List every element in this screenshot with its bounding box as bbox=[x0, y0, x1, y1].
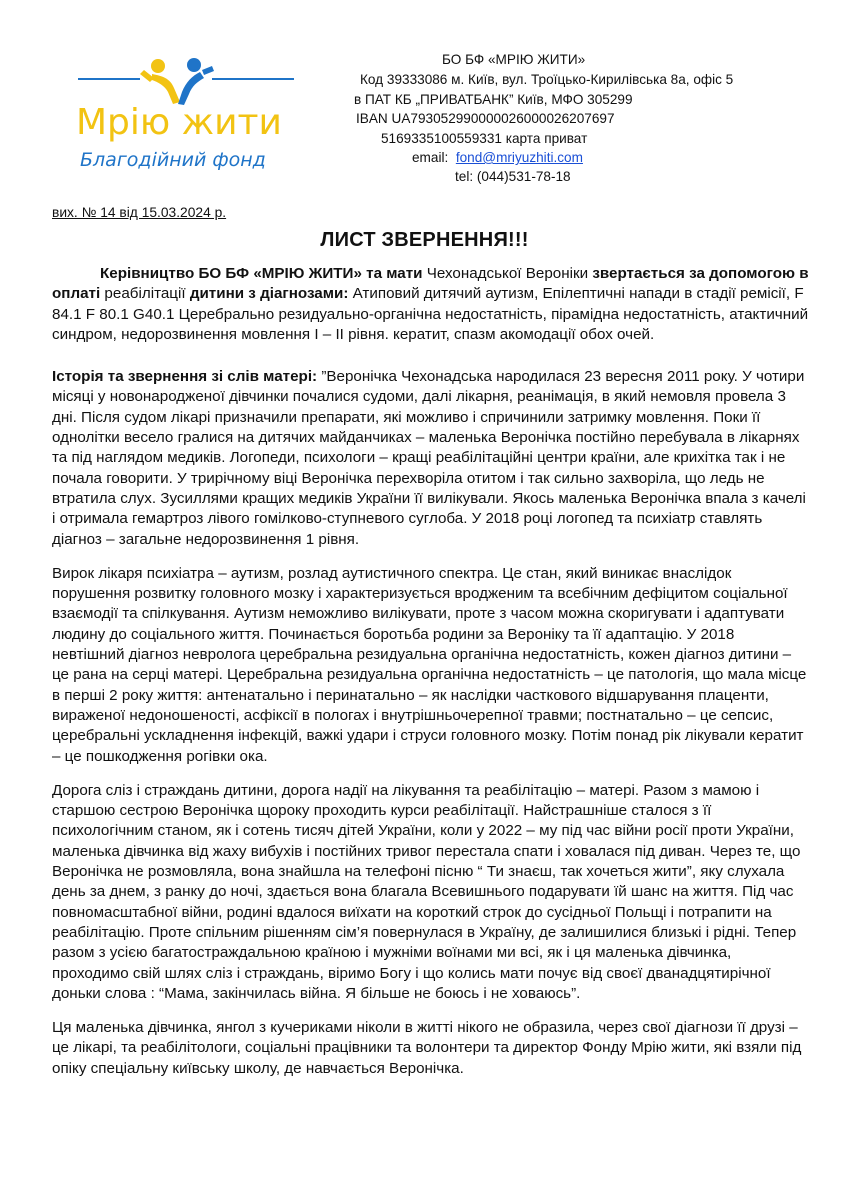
org-phone: tel: (044)531-78-18 bbox=[455, 169, 571, 184]
paragraph-history: Історія та звернення зі слів матері: ”Веронічка Чехонадська народилася 23 вересня 2011 року. У чотири місяці у новонародженої дівчинки почалися судоми, далі лікарня, реанімація, в який немовля провела 3 дні. Після судом лікарі призначили препарати, які можливо і спричинили затримку мовлення. Поки її однолітки весело гралися на дитячих майданчиках – маленька Веронічка постійно перебувала в лікарнях та під наглядом медиків. Логопеди, психологи – кращі реабілітаційні центри країни, але крихітка так і не почала говорити. У трирічному віці Веронічка перехворіла отитом і так сильно захворіла, що ледь не втратила слух. Зусиллями кращих медиків України її вилікували. Якось маленька Веронічка впала з качелі і отримала гемартроз лівого гомілково-ступневого суглоба. У 2018 році логопед та психіатр ставлять діагноз – загальне недорозвинення 1 рівня. bbox=[52, 368, 806, 548]
logo-name: Мрію жити bbox=[76, 102, 282, 143]
paragraph-journey: Дорога сліз і страждань дитини, дорога надії на лікування та реабілітацію – матері. Разом з мамою і старшою сестрою Веронічка щороку проходить курси реабілітації. Найстрашніше сталося з її психологічним станом, як і сотень тисяч дітей України, коли у 2022 – му під час війни росії проти України, маленька дівчинка від жаху вибухів і постійних тривог перестала спати і ховалася під диван. Через те, що Веронічка не розмовляла, вона знайшла на телефоні пісню “ Ти знаєш, так хочеться жити”, яку слухала день за днем, з ранку до ночі, здається вона благала Всевишнього подарувати їй шанс на життя. Під час повномасштабної війни, родині вдалося виїхати на короткий строк до сусідньої Польщі і потрапити на реабілітацію. Проте спільним рішенням сім’я повернулася в Україну, де залишилися близькі і рідні. Тепер разом з усією багатостраждальною країною і мужніми воїнами ми всі, як і ця маленька дівчинка, проходимо свій шлях сліз і страждань, віримо Богу і що колись мати почує від своєї дванадцятирічної доньки слова : “Мама, закінчилась війна. Я більше не боюсь і не ховаюсь”. bbox=[52, 781, 801, 1002]
org-email-row bbox=[412, 148, 583, 168]
paragraph-diagnosis: Вирок лікаря психіатра – аутизм, розлад аутистичного спектра. Це стан, який виникає внаслідок порушення розвитку головного мозку і характеризується вродженим та всебічним дефіцитом соціальної взаємодії та спілкування. Аутизм неможливо вилікувати, проте з часом можна скоригувати і адаптувати людину до соціального життя. Починається боротьба родини за Вероніку та її адаптацію. У 2018 невтішний діагноз невролога церебральна резидуальна органічна недостатність, кожен діагноз дитини – це рана на серці матері. Церебральна резидуальна органічна недостатність – це патологія, що мала місце в перші 2 року життя: антенатально і перинатально – як наслідки часткового відшарування плаценти, вираженої недоношеності, асфіксії в пологах і внутрішньочерепної травми; постнатально – це сепсис, церебральні ускладнення інфекцій, важкі удари і струси головного мозку. Потім понад рік лікували кератит – це пошкодження рогівки ока. bbox=[52, 564, 807, 765]
email-label: email: bbox=[412, 150, 449, 165]
letter-title: ЛИСТ ЗВЕРНЕННЯ!!! bbox=[320, 229, 529, 251]
org-card: 5169335100559331 карта приват bbox=[381, 131, 588, 146]
letter-body bbox=[52, 264, 810, 1093]
logo-subtitle: Благодійний фонд bbox=[80, 149, 266, 171]
foundation-logo bbox=[72, 58, 297, 178]
org-name: БО БФ «МРІЮ ЖИТИ» bbox=[442, 52, 586, 67]
outgoing-reference: вих. № 14 від 15.03.2024 р. bbox=[52, 205, 227, 220]
paragraph-conclusion: Ця маленька дівчинка, янгол з кучериками ніколи в житті нікого не образила, через свої діагнози її друзі – це лікарі, та реабілітологи, соціальні працівники та волонтери та директор Фонду Мрію жити, які взяли під опіку спеціальну київську школу, де навчається Веронічка. bbox=[52, 1019, 802, 1077]
org-iban: IBAN UA793052990000026000026207697 bbox=[356, 111, 615, 126]
email-link[interactable]: fond@mriyuzhiti.com bbox=[455, 150, 583, 165]
org-bank: в ПАТ КБ „ПРИВАТБАНК” Київ, МФО 305299 bbox=[354, 92, 633, 107]
org-address: Код 39333086 м. Київ, вул. Троїцько-Кирилівська 8а, офіс 5 bbox=[360, 72, 734, 87]
paragraph-appeal: Керівництво БО БФ «МРІЮ ЖИТИ» та мати Чехонадської Вероніки звертається за допомогою в оплаті реабілітації дитини з діагнозами: Атиповий дитячий аутизм, Епілептичні напади в стадії ремісії, F 84.1 F 80.1 G40.1 Церебрально резидуально-органічна недостатність, пірамідна недостатність, атактичний синдром, недорозвинення мовлення І – ІІ рівня. кератит, спазм акомодації обох очей. bbox=[52, 265, 809, 343]
logo-figures-icon bbox=[72, 58, 297, 178]
